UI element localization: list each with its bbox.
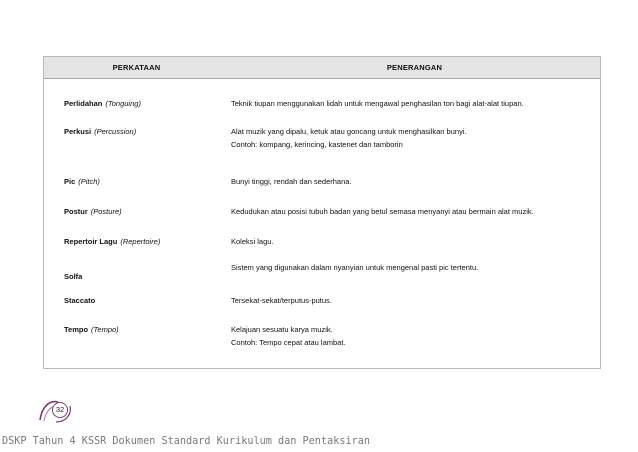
description-line: Tersekat-sekat/terputus-putus. <box>231 296 332 305</box>
description-line: Bunyi tinggi, rendah dan sederhana. <box>231 177 352 186</box>
term-name: Postur <box>64 207 88 216</box>
description-line: Teknik tiupan menggunakan lidah untuk mengawal penghasilan ton bagi alat-alat tiupan. <box>231 99 524 108</box>
term-name: Perlidahan <box>64 99 103 108</box>
description-line: Koleksi lagu. <box>231 237 274 246</box>
term-alt: (Pitch) <box>78 177 100 186</box>
row-description <box>231 294 332 307</box>
row-term <box>64 272 82 281</box>
document-footer: DSKP Tahun 4 KSSR Dokumen Standard Kurikulum dan Pentaksiran <box>2 436 371 447</box>
description-line: Kelajuan sesuatu karya muzik. <box>231 325 333 334</box>
description-line: Sistem yang digunakan dalam nyanyian untuk mengenal pasti pic tertentu. <box>231 263 479 272</box>
term-alt: (Tempo) <box>91 325 119 334</box>
description-line: Kedudukan atau posisi tubuh badan yang betul semasa menyanyi atau bermain alat muzik. <box>231 207 534 216</box>
term-alt: (Repertoire) <box>120 237 161 246</box>
row-term <box>64 99 141 108</box>
term-name: Staccato <box>64 296 96 305</box>
glossary-table <box>43 56 601 369</box>
term-name: Repertoir Lagu <box>64 237 118 246</box>
row-term <box>64 127 136 136</box>
header-term: PERKATAAN <box>112 63 161 72</box>
row-term <box>64 177 100 186</box>
term-name: Tempo <box>64 325 89 334</box>
term-alt: (Posture) <box>90 207 122 216</box>
table-header <box>44 57 600 79</box>
term-name: Pic <box>64 177 76 186</box>
row-description <box>231 323 346 349</box>
row-description <box>231 205 534 218</box>
row-description <box>231 175 352 188</box>
row-description <box>231 125 467 151</box>
term-alt: (Tonguing) <box>105 99 141 108</box>
row-term <box>64 325 119 334</box>
header-description: PENERANGAN <box>386 63 443 72</box>
description-line: Contoh: Tempo cepat atau lambat. <box>231 338 346 347</box>
row-term <box>64 207 122 216</box>
page-number: 32 <box>52 402 68 418</box>
row-term <box>64 237 160 246</box>
row-description <box>231 261 478 274</box>
term-name: Perkusi <box>64 127 92 136</box>
row-description <box>231 235 274 248</box>
row-term <box>64 296 95 305</box>
term-alt: (Percussion) <box>94 127 137 136</box>
description-line: Contoh: kompang, kerincing, kastenet dan tamborin <box>231 140 403 149</box>
description-line: Alat muzik yang dipalu, ketuk atau goncang untuk menghasilkan bunyi. <box>231 127 467 136</box>
term-name: Solfa <box>64 272 83 281</box>
row-description <box>231 97 524 110</box>
